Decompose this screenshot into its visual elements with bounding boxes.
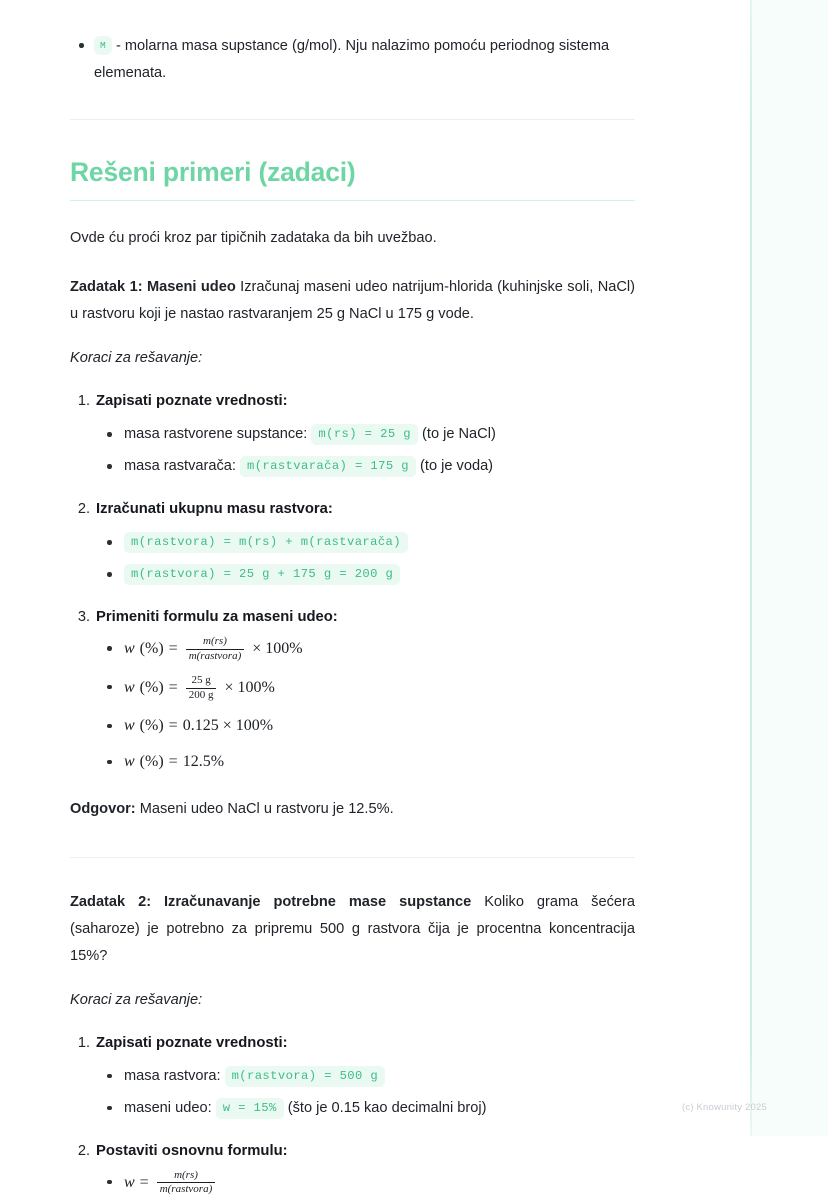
- formula-equals: =: [169, 754, 178, 770]
- code-span: m(rastvarača) = 175 g: [240, 456, 416, 477]
- answer-text: Maseni udeo NaCl u rastvoru je 12.5%.: [136, 801, 394, 817]
- task2-statement: [70, 889, 635, 970]
- list-item: [96, 714, 635, 738]
- fraction-numerator: m(rs): [200, 636, 230, 649]
- task2-label: Zadatak 2: Izračunavanje potrebne mase supstance: [70, 894, 471, 910]
- formula-w-percent-general: [124, 636, 303, 663]
- sub-item-text-before: masa rastvora:: [124, 1068, 225, 1084]
- list-item: [70, 1030, 635, 1120]
- list-item: [96, 1096, 635, 1120]
- formula-w-percent-values: [124, 675, 275, 702]
- formula-w-percent-decimal: [124, 718, 273, 734]
- sub-item-text-after: (to je voda): [416, 458, 493, 474]
- list-item: [96, 675, 635, 702]
- fraction-denominator: m(rastvora): [186, 650, 245, 663]
- code-span: m(rastvora) = 500 g: [225, 1066, 386, 1087]
- molar-mass-code-badge: M: [94, 36, 112, 55]
- step-number: 2.: [70, 496, 90, 522]
- formula-lhs-paren: (%): [140, 641, 164, 657]
- task1-statement: [70, 274, 635, 328]
- sub-item-text-before: masa rastvarača:: [124, 458, 240, 474]
- formula-equals: =: [169, 641, 178, 657]
- sub-item-text-after: (što je 0.15 kao decimalni broj): [284, 1100, 487, 1116]
- section-lead-paragraph: Ovde ću proći kroz par tipičnih zadataka da bih uvežbao.: [70, 225, 635, 252]
- fraction: [186, 675, 217, 702]
- formula-lhs-var: w: [124, 754, 135, 770]
- formula-lhs-var: w: [124, 1175, 135, 1191]
- list-item: [70, 388, 635, 478]
- task1-answer: [70, 796, 635, 823]
- step-sub-list: [96, 422, 635, 478]
- step-heading: Izračunati ukupnu masu rastvora:: [96, 501, 333, 517]
- document-content: [70, 0, 635, 1196]
- formula-lhs-paren: (%): [140, 718, 164, 734]
- list-item: [96, 562, 635, 586]
- list-item: [96, 636, 635, 663]
- fraction: [186, 636, 245, 663]
- task1-label: Zadatak 1: Maseni udeo: [70, 279, 236, 295]
- step-heading: Postaviti osnovnu formulu:: [96, 1143, 288, 1159]
- task2-steps-caption: Koraci za rešavanje:: [70, 987, 635, 1014]
- fraction: [157, 1170, 216, 1196]
- sub-item-text-before: maseni udeo:: [124, 1100, 216, 1116]
- formula-equals: =: [140, 1175, 149, 1191]
- fraction-denominator: m(rastvora): [157, 1183, 216, 1196]
- formula-tail: × 100%: [224, 680, 274, 696]
- list-item: [70, 604, 635, 774]
- step-number: 3.: [70, 604, 90, 630]
- formula-equals: =: [169, 718, 178, 734]
- step-formula-list: [96, 636, 635, 774]
- formula-lhs-var: w: [124, 718, 135, 734]
- step-sub-list: [96, 1064, 635, 1120]
- answer-label: Odgovor:: [70, 801, 136, 817]
- fraction-denominator: 200 g: [186, 689, 217, 702]
- code-span: m(rs) = 25 g: [311, 424, 418, 445]
- step-heading: Primeniti formulu za maseni udeo:: [96, 609, 338, 625]
- step-heading: Zapisati poznate vrednosti:: [96, 393, 288, 409]
- right-margin-panel: [752, 0, 828, 1136]
- code-span: m(rastvora) = m(rs) + m(rastvarača): [124, 532, 408, 553]
- formula-plain: 0.125 × 100%: [183, 718, 273, 734]
- step-number: 2.: [70, 1138, 90, 1164]
- list-item: [96, 422, 635, 446]
- formula-tail: × 100%: [252, 641, 302, 657]
- list-item: [96, 1170, 635, 1196]
- step-number: 1.: [70, 1030, 90, 1056]
- list-item: [70, 32, 635, 87]
- task2-body: Koliko grama šećera (saharoze) je potrebno za pripremu 500 g rastvora čija je procentna koncentracija 15%?: [70, 894, 635, 964]
- formula-w-percent-result: [124, 754, 224, 770]
- list-item: [96, 1064, 635, 1088]
- formula-w-basic: [124, 1170, 218, 1196]
- list-item: [70, 496, 635, 586]
- formula-plain: 12.5%: [183, 754, 224, 770]
- intro-bullet-list: [70, 32, 635, 87]
- list-item: [96, 454, 635, 478]
- list-item: [96, 530, 635, 554]
- sub-item-text-after: (to je NaCl): [418, 426, 496, 442]
- step-formula-list: [96, 1170, 635, 1196]
- formula-lhs-var: w: [124, 680, 135, 696]
- code-span: w = 15%: [216, 1098, 284, 1119]
- task1-steps-list: [70, 388, 635, 774]
- formula-equals: =: [169, 680, 178, 696]
- sub-item-text-before: masa rastvorene supstance:: [124, 426, 311, 442]
- fraction-numerator: 25 g: [188, 675, 213, 688]
- task1-steps-caption: Koraci za rešavanje:: [70, 345, 635, 372]
- copyright-watermark: (c) Knowunity 2025: [682, 1102, 767, 1113]
- list-item: [96, 750, 635, 774]
- step-number: 1.: [70, 388, 90, 414]
- task2-steps-list: [70, 1030, 635, 1196]
- fraction-numerator: m(rs): [171, 1170, 201, 1183]
- formula-lhs-var: w: [124, 641, 135, 657]
- code-span: m(rastvora) = 25 g + 175 g = 200 g: [124, 564, 400, 585]
- intro-bullet-text: - molarna masa supstance (g/mol). Nju nalazimo pomoću periodnog sistema elemenata.: [94, 38, 609, 81]
- formula-lhs-paren: (%): [140, 680, 164, 696]
- right-margin-rule: [750, 0, 752, 1136]
- list-item: [70, 1138, 635, 1196]
- step-sub-list: [96, 530, 635, 586]
- page-title: Rešeni primeri (zadaci): [70, 156, 635, 188]
- task1-body: Izračunaj maseni udeo natrijum-hlorida (kuhinjske soli, NaCl) u rastvoru koji je nastao rastvaranjem 25 g NaCl u 175 g vode.: [70, 279, 635, 322]
- formula-lhs-paren: (%): [140, 754, 164, 770]
- step-heading: Zapisati poznate vrednosti:: [96, 1035, 288, 1051]
